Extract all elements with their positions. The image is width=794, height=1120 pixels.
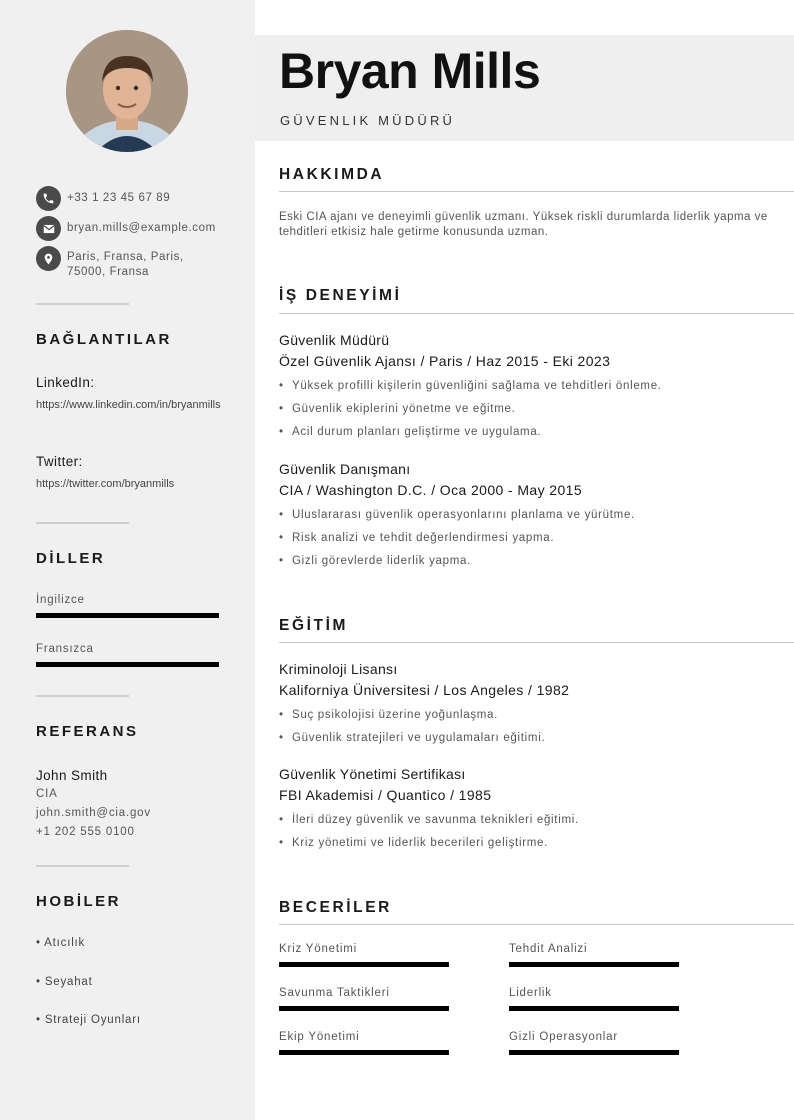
reference-org: CIA [36, 788, 58, 800]
language-name: Fransızca [36, 643, 94, 655]
degree-subtitle: FBI Akademisi / Quantico / 1985 [279, 787, 492, 803]
section-rule [279, 313, 794, 314]
education-bullet: • Suç psikolojisi üzerine yoğunlaşma. [279, 709, 499, 721]
email-text: bryan.mills@example.com [67, 222, 216, 234]
skill-name: Tehdit Analizi [509, 943, 588, 955]
about-text: Eski CIA ajanı ve deneyimli güvenlik uzmanı. Yüksek riskli durumlarda liderlik yapma ve tehditleri etkisiz hale getirme konusunda uzman. [279, 211, 768, 238]
language-level-bar [36, 662, 219, 667]
education-bullet: • Güvenlik stratejileri ve uygulamaları eğitimi. [279, 732, 546, 744]
hobby-item: • Seyahat [36, 976, 93, 988]
skills-heading: BECERİLER [279, 899, 392, 916]
section-rule [279, 642, 794, 643]
degree-title: Kriminoloji Lisansı [279, 661, 398, 677]
person-name: Bryan Mills [279, 43, 541, 99]
skill-name: Kriz Yönetimi [279, 943, 357, 955]
education-bullet: • İleri düzey güvenlik ve savunma teknikleri eğitimi. [279, 814, 579, 826]
divider [36, 303, 129, 305]
job-subtitle: Özel Güvenlik Ajansı / Paris / Haz 2015 - Eki 2023 [279, 353, 611, 369]
twitter-link[interactable]: https://twitter.com/bryanmills [36, 478, 175, 490]
hobby-item: • Strateji Oyunları [36, 1014, 141, 1026]
job-bullet: • Gizli görevlerde liderlik yapma. [279, 555, 471, 567]
hobbies-heading: HOBİLER [36, 893, 121, 910]
job-title-entry: Güvenlik Müdürü [279, 332, 390, 348]
languages-heading: DİLLER [36, 550, 106, 567]
skill-level-bar [509, 1050, 679, 1055]
hobby-item: • Atıcılık [36, 937, 86, 949]
phone-icon [36, 186, 61, 211]
job-title-entry: Güvenlik Danışmanı [279, 461, 411, 477]
section-rule [279, 191, 794, 192]
phone-contact[interactable] [36, 186, 170, 211]
skill-level-bar [279, 1050, 449, 1055]
twitter-label: Twitter: [36, 454, 83, 469]
job-bullet: • Güvenlik ekiplerini yönetme ve eğitme. [279, 403, 516, 415]
degree-subtitle: Kaliforniya Üniversitesi / Los Angeles / 1982 [279, 682, 570, 698]
language-name: İngilizce [36, 594, 85, 606]
skill-level-bar [509, 962, 679, 967]
job-bullet: • Uluslararası güvenlik operasyonlarını planlama ve yürütme. [279, 509, 635, 521]
job-subtitle: CIA / Washington D.C. / Oca 2000 - May 2015 [279, 482, 583, 498]
linkedin-label: LinkedIn: [36, 375, 95, 390]
email-contact[interactable] [36, 216, 216, 241]
divider [36, 865, 129, 867]
skill-level-bar [279, 962, 449, 967]
address-text: Paris, Fransa, Paris, 75000, Fransa [67, 251, 184, 278]
job-bullet: • Risk analizi ve tehdit değerlendirmesi yapma. [279, 532, 555, 544]
reference-phone: +1 202 555 0100 [36, 826, 135, 838]
job-bullet: • Acil durum planları geliştirme ve uygulama. [279, 426, 542, 438]
education-bullet: • Kriz yönetimi ve liderlik becerileri geliştirme. [279, 837, 548, 849]
avatar [66, 30, 188, 152]
section-rule [279, 924, 794, 925]
sidebar [0, 0, 255, 1120]
divider [36, 522, 129, 524]
experience-heading: İŞ DENEYİMİ [279, 287, 402, 304]
reference-email[interactable]: john.smith@cia.gov [36, 807, 151, 819]
job-bullet: • Yüksek profilli kişilerin güvenliğini sağlama ve tehditleri önleme. [279, 380, 662, 392]
links-heading: BAĞLANTILAR [36, 331, 172, 348]
reference-heading: REFERANS [36, 723, 139, 740]
education-heading: EĞİTİM [279, 617, 348, 634]
linkedin-link[interactable]: https://www.linkedin.com/in/bryanmills [36, 399, 221, 411]
address-contact [36, 246, 184, 280]
skill-name: Ekip Yönetimi [279, 1031, 360, 1043]
skill-name: Liderlik [509, 987, 552, 999]
language-level-bar [36, 613, 219, 618]
skill-level-bar [509, 1006, 679, 1011]
degree-title: Güvenlik Yönetimi Sertifikası [279, 766, 466, 782]
skill-name: Savunma Taktikleri [279, 987, 390, 999]
email-icon [36, 216, 61, 241]
location-icon [36, 246, 61, 271]
divider [36, 695, 129, 697]
about-heading: HAKKIMDA [279, 166, 385, 183]
phone-text: +33 1 23 45 67 89 [67, 192, 171, 204]
skill-name: Gizli Operasyonlar [509, 1031, 618, 1043]
job-title: GÜVENLIK MÜDÜRÜ [280, 113, 456, 128]
skill-level-bar [279, 1006, 449, 1011]
reference-name: John Smith [36, 768, 108, 783]
